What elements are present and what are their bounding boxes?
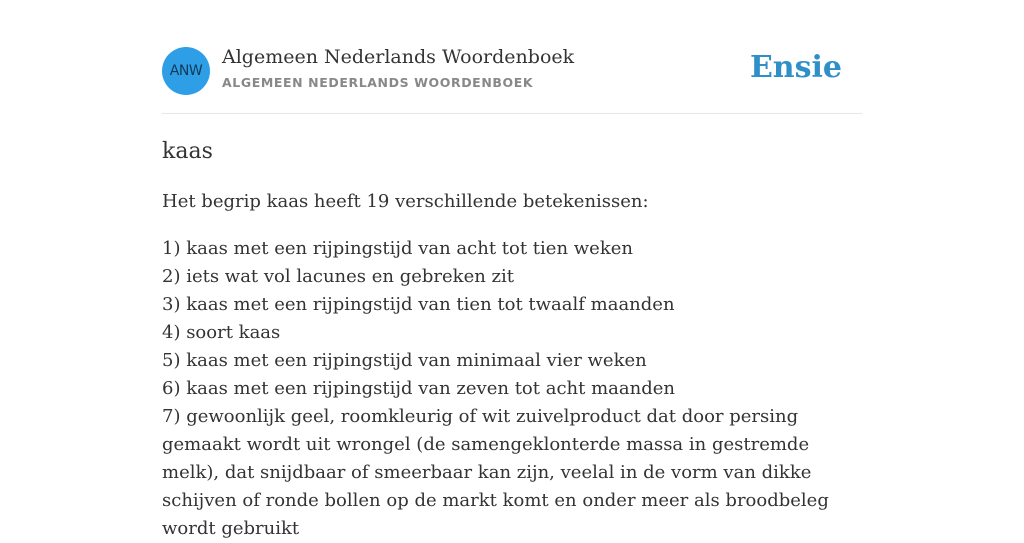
ensie-brand-logo[interactable]: Ensie [749,50,842,85]
anw-logo[interactable]: ANW [162,47,210,95]
meaning-item[interactable]: 6) kaas met een rijpingstijd van zeven tot acht maanden [162,378,675,399]
meaning-item[interactable]: 5) kaas met een rijpingstijd van minimaal vier weken [162,350,647,371]
intro-text: Het begrip kaas heeft 19 verschillende betekenissen: [162,191,649,212]
main-content [162,136,864,543]
meaning-item[interactable]: 3) kaas met een rijpingstijd van tien tot twaalf maanden [162,294,675,315]
header-divider [162,113,862,114]
meaning-item[interactable]: 1) kaas met een rijpingstijd van acht tot tien weken [162,238,633,259]
meaning-item[interactable]: 2) iets wat vol lacunes en gebreken zit [162,266,515,287]
page-title: kaas [162,139,213,164]
meaning-item[interactable]: 7) gewoonlijk geel, roomkleurig of wit zuivelproduct dat door persing gemaakt wordt uit wrongel (de samengeklonterde massa in gestremde melk), dat snijdbaar of smeerbaar kan zijn, veelal in de vorm van dikke schijven of ronde bollen op de markt komt en onder meer als broodbeleg wordt gebruikt [162,406,829,539]
meanings-list [162,235,864,543]
site-title[interactable]: Algemeen Nederlands Woordenboek [222,46,575,68]
meaning-item[interactable]: 4) soort kaas [162,322,281,343]
site-subtitle: ALGEMEEN NEDERLANDS WOORDENBOEK [222,75,534,90]
header [162,46,862,96]
